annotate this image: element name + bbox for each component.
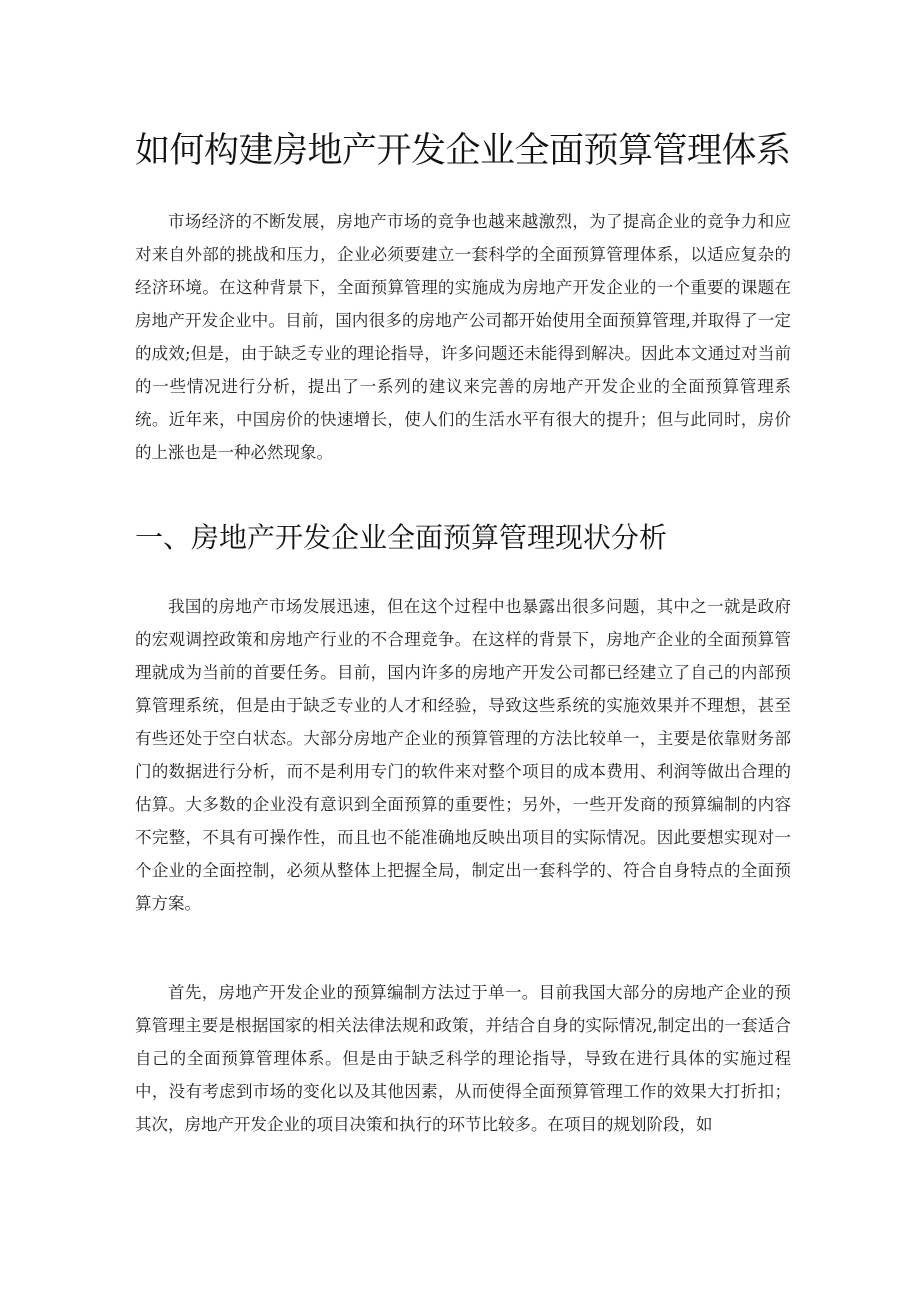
section-paragraph: 首先，房地产开发企业的预算编制方法过于单一。目前我国大部分的房地产企业的预算管理主要是根据国家的相关法律法规和政策，并结合自身的实际情况,制定出的一套适合自己的全面预算管理体系。但是由于缺乏科学的理论指导，导致在进行具体的实施过程中，没有考虑到市场的变化以及其他因素，从而使得全面预算管理工作的效果大打折扣；其次，房地产开发企业的项目决策和执行的环节比较多。在项目的规划阶段，如 — [135, 983, 791, 1134]
section-paragraph: 我国的房地产市场发展迅速，但在这个过程中也暴露出很多问题，其中之一就是政府的宏观调控政策和房地产行业的不合理竞争。在这样的背景下，房地产企业的全面预算管理就成为当前的首要任务。目前，国内许多的房地产开发公司都已经建立了自己的内部预算管理系统，但是由于缺乏专业的人才和经验，导致这些系统的实施效果并不理想，甚至有些还处于空白状态。大部分房地产企业的预算管理的方法比较单一，主要是依靠财务部门的数据进行分析，而不是利用专门的软件来对整个项目的成本费用、利润等做出合理的估算。大多数的企业没有意识到全面预算的重要性；另外，一些开发商的预算编制的内容不完整，不具有可操作性，而且也不能准确地反映出项目的实际情况。因此要想实现对一个企业的全面控制，必须从整体上把握全局，制定出一套科学的、符合自身特点的全面预算方案。 — [135, 597, 791, 913]
intro-paragraph: 市场经济的不断发展，房地产市场的竞争也越来越激烈，为了提高企业的竞争力和应对来自外部的挑战和压力，企业必须要建立一套科学的全面预算管理体系，以适应复杂的经济环境。在这种背景下，全面预算管理的实施成为房地产开发企业的一个重要的课题在房地产开发企业中。目前，国内很多的房地产公司都开始使用全面预算管理,并取得了一定的成效;但是，由于缺乏专业的理论指导，许多问题还未能得到解决。因此本文通过对当前的一些情况进行分析，提出了一系列的建议来完善的房地产开发企业的全面预算管理系统。近年来，中国房价的快速增长，使人们的生活水平有很大的提升；但与此同时，房价的上涨也是一种必然现象。 — [135, 212, 791, 462]
document-title: 如何构建房地产开发企业全面预算管理体系 — [135, 131, 791, 171]
section-heading: 一、房地产开发企业全面预算管理现状分析 — [135, 521, 668, 554]
